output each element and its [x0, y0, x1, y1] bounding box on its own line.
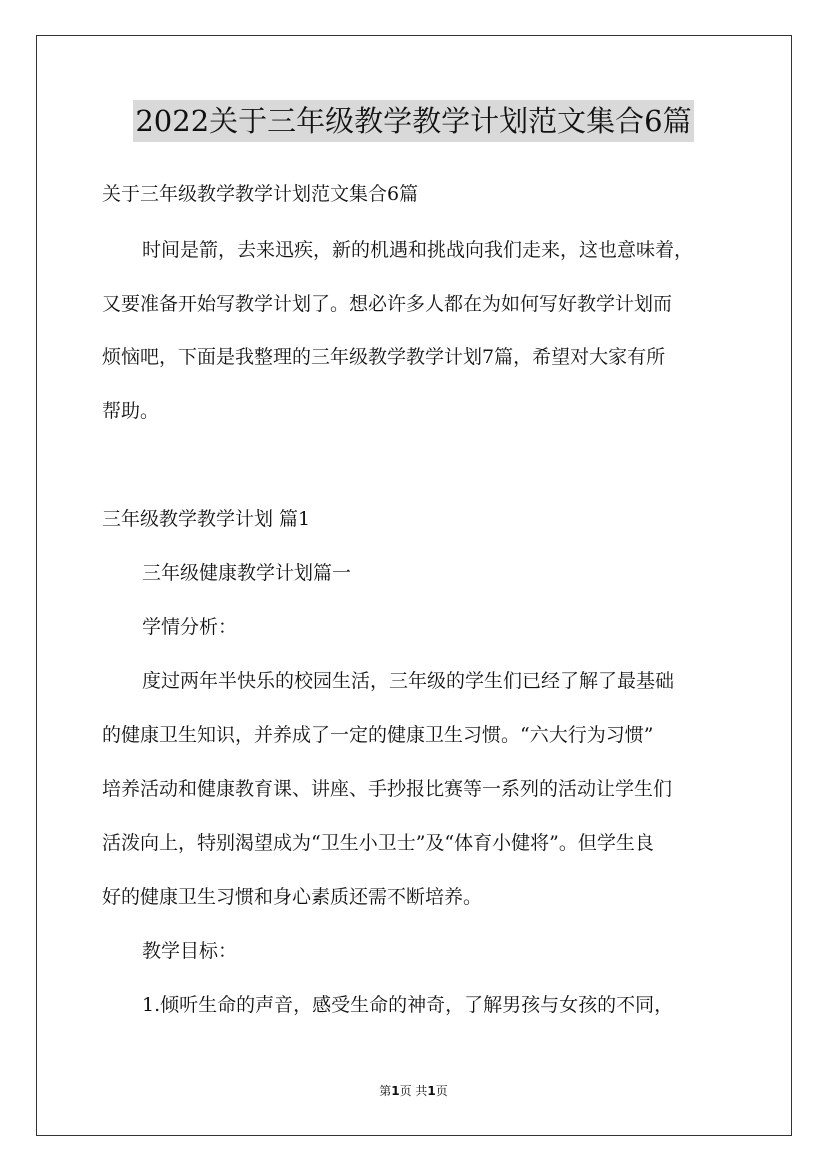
paragraph-line: 烦恼吧，下面是我整理的三年级教学教学计划7篇，希望对大家有所	[102, 346, 666, 368]
footer-mid: 页 共	[399, 1084, 428, 1098]
paragraph-line: 度过两年半快乐的校园生活，三年级的学生们已经了解了最基础	[142, 670, 675, 692]
paragraph-line: 的健康卫生知识，并养成了一定的健康卫生习惯。“六大行为习惯”	[102, 724, 654, 746]
subtitle-line: 关于三年级教学教学计划范文集合6篇	[102, 183, 419, 205]
title-container	[0, 100, 827, 142]
footer-prefix: 第	[379, 1084, 392, 1098]
label-line: 学情分析：	[142, 616, 238, 638]
paragraph-line: 1.倾听生命的声音，感受生命的神奇，了解男孩与女孩的不同，	[142, 994, 674, 1016]
paragraph-line: 时间是箭，去来迅疾，新的机遇和挑战向我们走来，这也意味着，	[142, 239, 694, 261]
section-heading: 三年级教学教学计划 篇1	[102, 508, 311, 530]
subsection-heading: 三年级健康教学计划篇一	[142, 562, 352, 584]
paragraph-line: 好的健康卫生习惯和身心素质还需不断培养。	[102, 886, 483, 908]
paragraph-line: 培养活动和健康教育课、讲座、手抄报比赛等一系列的活动让学生们	[102, 778, 673, 800]
paragraph-line: 活泼向上，特别渴望成为“卫生小卫士”及“体育小健将”。但学生良	[102, 832, 654, 854]
footer-suffix: 页	[435, 1084, 448, 1098]
footer-page-current: 1	[391, 1084, 400, 1098]
paragraph-line: 又要准备开始写教学计划了。想必许多人都在为如何写好教学计划而	[102, 293, 673, 315]
paragraph-line: 帮助。	[102, 400, 160, 422]
page-footer	[0, 1083, 827, 1099]
label-line: 教学目标：	[142, 940, 238, 962]
footer-page-total: 1	[427, 1084, 436, 1098]
document-title: 2022关于三年级教学教学计划范文集合6篇	[133, 100, 693, 142]
